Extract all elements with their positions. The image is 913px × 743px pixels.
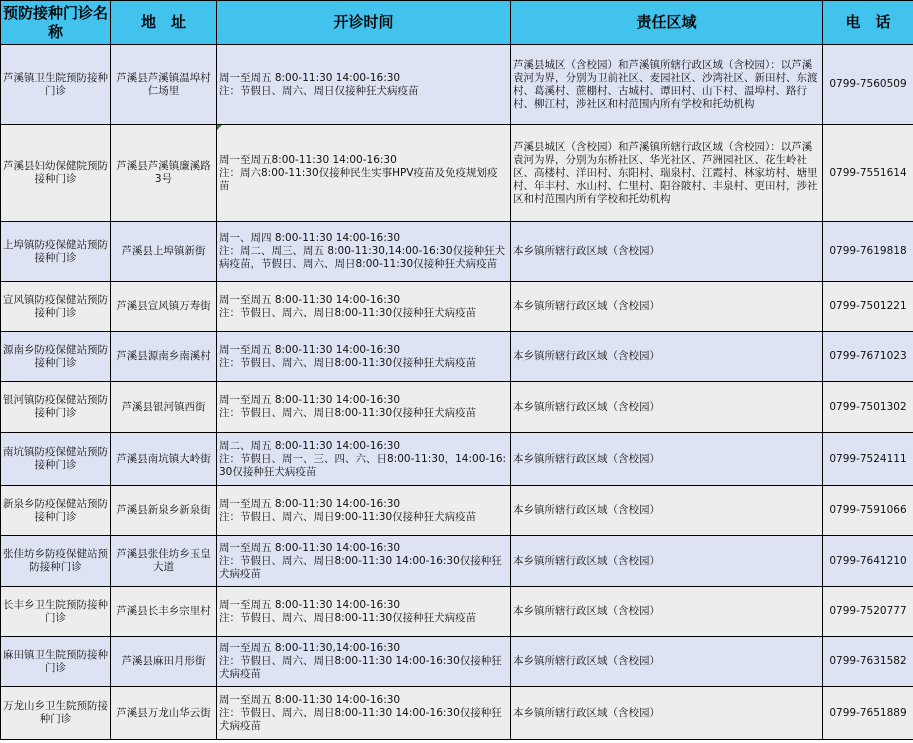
clinic-address: 芦溪县宣风镇万寿街 (111, 282, 217, 332)
table-row (1, 433, 913, 486)
header-hours: 开诊时间 (217, 1, 511, 45)
table-row (1, 687, 913, 740)
clinic-hours: 周一、周四 8:00-11:30 14:00-16:30 注：周二、周三、周五 8:00-11:30,14:00-16:30仅接种狂犬病疫苗，节假日、周六、周日8:00-11:30仅接种狂犬病疫苗 (217, 222, 511, 282)
clinic-area: 本乡镇所辖行政区域（含校园） (511, 536, 823, 587)
clinic-hours: 周一至周五 8:00-11:30 14:00-16:30 注：节假日、周六、周日8:00-11:30仅接种狂犬病疫苗 (217, 332, 511, 382)
header-row (1, 1, 913, 45)
clinic-name: 长丰乡卫生院预防接种门诊 (1, 587, 111, 637)
clinic-phone: 0799-7671023 (823, 332, 913, 382)
clinic-area: 本乡镇所辖行政区域（含校园） (511, 222, 823, 282)
clinic-phone: 0799-7619818 (823, 222, 913, 282)
clinic-address: 芦溪县长丰乡宗里村 (111, 587, 217, 637)
clinic-phone: 0799-7520777 (823, 587, 913, 637)
table-row (1, 486, 913, 536)
clinic-hours: 周一至周五 8:00-11:30 14:00-16:30 注：节假日、周六、周日8:00-11:30仅接种狂犬病疫苗 (217, 382, 511, 433)
clinic-hours-text: 周一至周五8:00-11:30 14:00-16:30 注：周六8:00-11:30仅接种民生实事HPV疫苗及免疫规划疫苗 (219, 153, 498, 192)
clinic-address: 芦溪县万龙山华云街 (111, 687, 217, 740)
clinic-area: 本乡镇所辖行政区域（含校园） (511, 382, 823, 433)
clinic-address: 芦溪县南坑镇大岭街 (111, 433, 217, 486)
clinic-name: 万龙山乡卫生院预防接种门诊 (1, 687, 111, 740)
table-row (1, 222, 913, 282)
clinic-name: 新泉乡防疫保健站预防接种门诊 (1, 486, 111, 536)
clinic-address: 芦溪县麻田月形街 (111, 637, 217, 687)
clinic-area: 本乡镇所辖行政区域（含校园） (511, 637, 823, 687)
clinic-phone: 0799-7651889 (823, 687, 913, 740)
clinic-hours: 周一至周五 8:00-11:30 14:00-16:30 注：节假日、周六、周日8:00-11:30仅接种狂犬病疫苗 (217, 587, 511, 637)
clinic-phone: 0799-7631582 (823, 637, 913, 687)
clinic-hours: 周一至周五 8:00-11:30 14:00-16:30 注：节假日、周六、周日8:00-11:30仅接种狂犬病疫苗 (217, 282, 511, 332)
table-row (1, 382, 913, 433)
clinic-area: 本乡镇所辖行政区域（含校园） (511, 433, 823, 486)
table-row (1, 587, 913, 637)
clinic-address: 芦溪县张佳坊乡玉皇大道 (111, 536, 217, 587)
clinic-address: 芦溪县芦溪镇温埠村仁场里 (111, 45, 217, 125)
comment-marker (217, 125, 222, 130)
clinic-area: 芦溪县城区（含校园）和芦溪镇所辖行政区域（含校园）：以芦溪袁河为界，分别为东桥社区、华光社区、芦洲园社区、花生岭社区、高楼村、洋田村、东阳村、瑞泉村、江霞村、林家坊村、塘里村、年丰村、水山村、仁里村、阳谷陂村、丰泉村、更田村，涉社区和村范围内所有学校和托幼机构 (511, 125, 823, 222)
header-address: 地 址 (111, 1, 217, 45)
clinic-name: 源南乡防疫保健站预防接种门诊 (1, 332, 111, 382)
clinic-name: 张佳坊乡防疫保健站预防接种门诊 (1, 536, 111, 587)
clinic-name: 麻田镇卫生院预防接种门诊 (1, 637, 111, 687)
clinic-phone: 0799-7591066 (823, 486, 913, 536)
clinic-name: 宣风镇防疫保健站预防接种门诊 (1, 282, 111, 332)
clinic-phone: 0799-7560509 (823, 45, 913, 125)
clinic-name: 银河镇防疫保健站预防接种门诊 (1, 382, 111, 433)
clinic-phone: 0799-7524111 (823, 433, 913, 486)
clinic-hours: 周一至周五 8:00-11:30 14:00-16:30 注：节假日、周六、周日8:00-11:30 14:00-16:30仅接种狂犬病疫苗 (217, 687, 511, 740)
clinic-hours: 周一至周五 8:00-11:30 14:00-16:30 注：节假日、周六、周日8:00-11:30 14:00-16:30仅接种狂犬病疫苗 (217, 536, 511, 587)
clinic-hours: 周二、周五 8:00-11:30 14:00-16:30 注：节假日、周一、三、四、六、日8:00-11:30，14:00-16:30仅接种狂犬病疫苗 (217, 433, 511, 486)
clinic-area: 本乡镇所辖行政区域（含校园） (511, 486, 823, 536)
clinic-hours (217, 125, 511, 222)
clinic-phone: 0799-7501221 (823, 282, 913, 332)
table-row (1, 332, 913, 382)
table-row (1, 536, 913, 587)
clinic-address: 芦溪县新泉乡新泉街 (111, 486, 217, 536)
clinic-area: 本乡镇所辖行政区域（含校园） (511, 282, 823, 332)
table-row (1, 637, 913, 687)
clinic-name: 南坑镇防疫保健站预防接种门诊 (1, 433, 111, 486)
clinic-area: 本乡镇所辖行政区域（含校园） (511, 687, 823, 740)
clinic-phone: 0799-7551614 (823, 125, 913, 222)
clinic-address: 芦溪县芦溪镇廉溪路3号 (111, 125, 217, 222)
header-phone: 电 话 (823, 1, 913, 45)
table-row (1, 282, 913, 332)
table-row (1, 125, 913, 222)
clinic-area: 芦溪县城区（含校园）和芦溪镇所辖行政区域（含校园）：以芦溪袁河为界，分别为卫前社区、麦园社区、沙湾社区、新田村、东渡村、葛溪村、蔗棚村、古城村、谭田村、山下村、温埠村、路行村、柳江村，涉社区和村范围内所有学校和托幼机构 (511, 45, 823, 125)
clinic-name: 上埠镇防疫保健站预防接种门诊 (1, 222, 111, 282)
header-name: 预防接种门诊名称 (1, 1, 111, 45)
clinic-name: 芦溪县妇幼保健院预防接种门诊 (1, 125, 111, 222)
clinic-area: 本乡镇所辖行政区域（含校园） (511, 587, 823, 637)
clinic-hours: 周一至周五 8:00-11:30 14:00-16:30 注：节假日、周六、周日仅接种狂犬病疫苗 (217, 45, 511, 125)
clinic-address: 芦溪县银河镇西街 (111, 382, 217, 433)
clinic-phone: 0799-7501302 (823, 382, 913, 433)
clinic-name: 芦溪镇卫生院预防接种门诊 (1, 45, 111, 125)
clinic-address: 芦溪县上埠镇新街 (111, 222, 217, 282)
clinic-phone: 0799-7641210 (823, 536, 913, 587)
header-area: 责任区域 (511, 1, 823, 45)
clinic-address: 芦溪县源南乡南溪村 (111, 332, 217, 382)
clinic-hours: 周一至周五 8:00-11:30 14:00-16:30 注：节假日、周六、周日9:00-11:30仅接种狂犬病疫苗 (217, 486, 511, 536)
clinic-area: 本乡镇所辖行政区域（含校园） (511, 332, 823, 382)
table-row (1, 45, 913, 125)
clinic-hours: 周一至周五 8:00-11:30,14:00-16:30 注：节假日、周六、周日8:00-11:30 14:00-16:30仅接种狂犬病疫苗 (217, 637, 511, 687)
